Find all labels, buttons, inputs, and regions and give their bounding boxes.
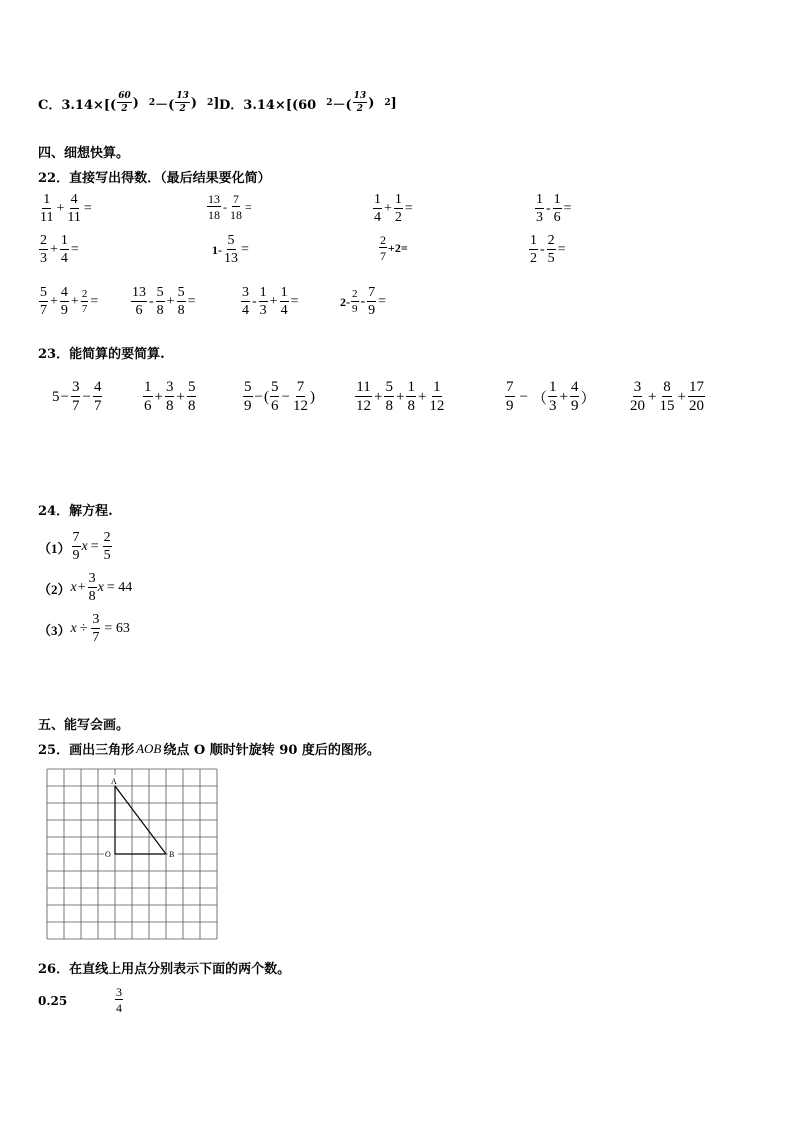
- q22-expr-7: 2 7 +2=: [380, 233, 408, 263]
- option-d-fraction: 13 2: [353, 91, 367, 114]
- q22-expr-5: 2 3 + $\frac{1}{4}$ =: [40, 233, 79, 266]
- point-a-label: A: [111, 777, 117, 786]
- q22-expr-8: 1 2 - $\frac{2}{5}$ =: [530, 233, 566, 266]
- q22-expr-4: 1 3 - $\frac{1}{6}$ =: [536, 192, 572, 225]
- rotation-grid: [45, 767, 220, 943]
- q22-expr-3: 1 4 + $\frac{1}{2}$ =: [374, 192, 413, 225]
- q24-equation-2: （2） x + $\frac{3}{8}$ x = 44: [38, 571, 133, 604]
- section4-title: 四、细想快算。: [38, 146, 130, 161]
- section5-title: 五、能写会画。: [38, 718, 130, 733]
- option-c-fraction-1: 60 2: [118, 91, 131, 114]
- q26-number-2: 3 4: [116, 985, 122, 1015]
- q26-number-1: 0.25: [38, 994, 68, 1008]
- q22-expr-6: 1- $\frac{5}{13}$ =: [212, 233, 249, 266]
- point-o-label: O: [105, 850, 111, 859]
- q23-expr-5: 7 9 − （ 1 3 + $\frac{4}{9}$ ）: [506, 379, 596, 414]
- q24-equation-1: （1） 7 9 x = $\frac{2}{5}$: [38, 530, 111, 563]
- option-c: C．3.14×[( 60 2 ) 2 －( 13 2 ) 2 ]: [38, 91, 220, 114]
- q23-expr-2: 1 6 + $\frac{3}{8}$ + $\frac{5}{8}$: [144, 379, 196, 414]
- q23-expr-1: 5 − $\frac{3}{7}$ − $\frac{4}{7}$: [52, 379, 102, 414]
- q23-expr-6: 3 20 + $\frac{8}{15}$ + $\frac{17}{20}$: [630, 379, 704, 414]
- q22-expr-9: 5 7 + $\frac{4}{9}$ + $\frac{2}{7}$ =: [40, 285, 99, 318]
- q23-expr-4: 11 12 + $\frac{5}{8}$ + $\frac{1}{8}$ + $\frac{1}{12}$: [356, 379, 445, 414]
- q23-title: 23．能简算的要简算.: [38, 347, 165, 362]
- q25-title: 25．画出三角形 AOB 绕点 O 顺时针旋转 90 度后的图形。: [38, 740, 380, 758]
- q22-expr-2: 13 18 - $\frac{7}{18}$ =: [208, 192, 252, 222]
- option-c-fraction-2: 13 2: [176, 91, 189, 114]
- q22-expr-12: 2- 2 9 - $\frac{7}{9}$ =: [340, 285, 387, 318]
- option-d: D．3.14×[(60 2 －( 13 2 ) 2 ]: [219, 91, 397, 114]
- q24-equation-3: （3） x ÷ $\frac{3}{7}$ = 63: [38, 612, 130, 645]
- q24-title: 24．解方程.: [38, 504, 113, 519]
- q22-expr-10: 13 6 - 5 8 + $\frac{5}{8}$ =: [132, 285, 196, 318]
- q23-expr-3: 5 9 − ( 5 6 − $\frac{7}{12}$ ): [244, 379, 315, 414]
- q22-title: 22．直接写出得数．（最后结果要化简）: [38, 171, 271, 186]
- point-b-label: B: [169, 850, 175, 859]
- q22-expr-1: 1 11 + $\frac{4}{11}$ =: [40, 192, 92, 225]
- q22-expr-11: 3 4 - 1 3 + $\frac{1}{4}$ =: [242, 285, 299, 318]
- q26-title: 26．在直线上用点分别表示下面的两个数。: [38, 962, 291, 977]
